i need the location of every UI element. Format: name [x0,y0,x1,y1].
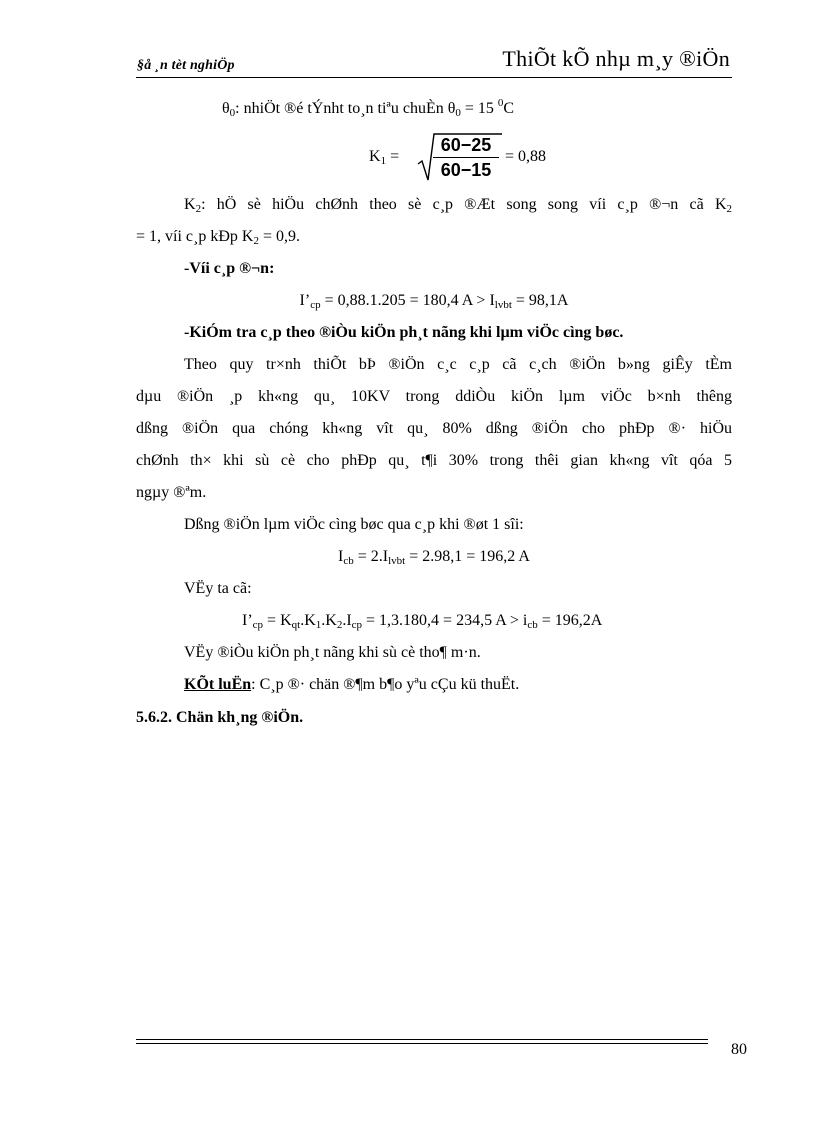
celsius-unit: C [503,100,515,117]
kqt-subscript: qt [291,619,301,631]
footer-divider [136,1039,708,1044]
icp2-k: = K [263,612,292,629]
k1-denominator: 60−15 [440,160,492,180]
icp-corrected-formula [242,605,602,637]
k2-subscript-3: 2 [336,619,343,631]
theta-definition [222,93,514,125]
k1-subscript: 1 [315,619,322,631]
fraction-bar [433,157,499,158]
icb-value-2: = 196,2A [537,612,603,629]
icb-symbol: I [338,548,344,565]
paragraph-line-5: ngµy ®ªm. [136,484,207,501]
icb-value: = 2.98,1 = 196,2 A [405,548,530,565]
icp2-i: .I [342,612,352,629]
conclusion-label: KÕt luËn [184,676,252,693]
k2-double-text: = 1, víi c¸p kÐp K [136,228,254,245]
check-heading: -KiÓm tra c¸p theo ®iÒu kiÖn ph¸t nãng khi lµm viÖc cìng bøc. [184,324,624,341]
degree-superscript: 0 [497,97,504,109]
k1-subscript: 1 [380,155,387,167]
page-number: 80 [731,1041,747,1058]
icp-subscript: cp [310,299,321,311]
k2-subscript: 2 [195,203,202,215]
theta-subscript-2: 0 [455,107,461,119]
header-document-type: §å ¸n tèt nghiÖp [137,58,235,73]
icp-formula [136,285,732,317]
icp-value: = 0,88.1.205 = 180,4 A > I [320,292,495,309]
icb-lvbt-subscript: lvbt [388,555,406,567]
conclusion-text: : C¸p ®· chän ®¶m b¶o yªu cÇu kü thuËt. [251,676,520,693]
icp2-k1: .K [300,612,316,629]
icb-subscript: cb [343,555,354,567]
k1-equals: = [386,148,400,165]
icp-subscript-2: cp [351,619,363,631]
k1-fraction [433,134,499,181]
conclusion-line [184,669,519,701]
icb-subscript-2: cb [527,619,538,631]
k1-result: = 0,88 [505,148,547,165]
icp2-k2: .K [321,612,337,629]
theta-subscript: 0 [229,107,236,119]
condition-satisfied-text: VËy ®iÒu kiÖn ph¸t nãng khi sù cè tho¶ m·n. [184,644,481,661]
paragraph-line-4: chØnh th× khi sù cè cho phÐp qu¸ t¶i 30% trong thêi gian kh«ng vît qóa 5 [136,452,732,469]
icp2-value: = 1,3.180,4 = 234,5 A > i [362,612,528,629]
theta-symbol: θ [222,100,230,117]
header-document-title: ThiÕt kÕ nhµ m¸y ®iÖn [502,46,730,71]
k1-lhs [369,148,399,166]
k1-numerator: 60−25 [440,135,492,155]
k2-definition-line2 [136,221,300,253]
k2-double-subscript: 2 [253,235,259,247]
k1-symbol: K [369,148,381,165]
k2-text: : hÖ sè hiÖu chØnh theo sè c¸p ®Æt song song víi c¸p ®¬n cã K [201,196,727,213]
ilvbt-subscript: lvbt [494,299,512,311]
theta-text: : nhiÖt ®é tÝnht to¸n tiªu chuÈn θ [235,100,456,117]
paragraph-line-3: dßng ®iÖn qua chóng kh«ng vît qu¸ 80% dßng ®iÖn cho phÐp ®· hiÖu [136,420,732,437]
icp2-subscript: cp [252,619,264,631]
k2-definition-line1 [136,189,732,221]
paragraph-line-1: Theo quy tr×nh thiÕt bÞ ®iÖn c¸c c¸p cã c¸ch ®iÖn b»ng giÊy tÈm [184,356,732,373]
we-have-text: VËy ta cã: [184,580,252,597]
k2-symbol: K [184,196,196,213]
theta-value: = 15 [460,100,498,117]
icb-formula [136,541,732,573]
icp-symbol: I’ [299,292,311,309]
header-divider [136,77,732,78]
ilvbt-value: = 98,1A [511,292,569,309]
icp2-symbol: I’ [242,612,253,629]
single-cable-heading: -Víi c¸p ®¬n: [184,260,275,277]
paragraph-line-2: dµu ®iÖn ¸p kh«ng qu¸ 10KV trong ddiÒu kiÖn lµm viÖc b×nh thêng [136,388,732,405]
k2-subscript-2: 2 [726,203,732,215]
forced-current-text: Dßng ®iÖn lµm viÖc cìng bøc qua c¸p khi ®øt 1 sîi: [184,516,524,533]
k2-double-value: = 0,9. [258,228,300,245]
icb-expression: = 2.I [353,548,389,565]
section-heading: 5.6.2. Chän kh¸ng ®iÖn. [136,709,304,726]
